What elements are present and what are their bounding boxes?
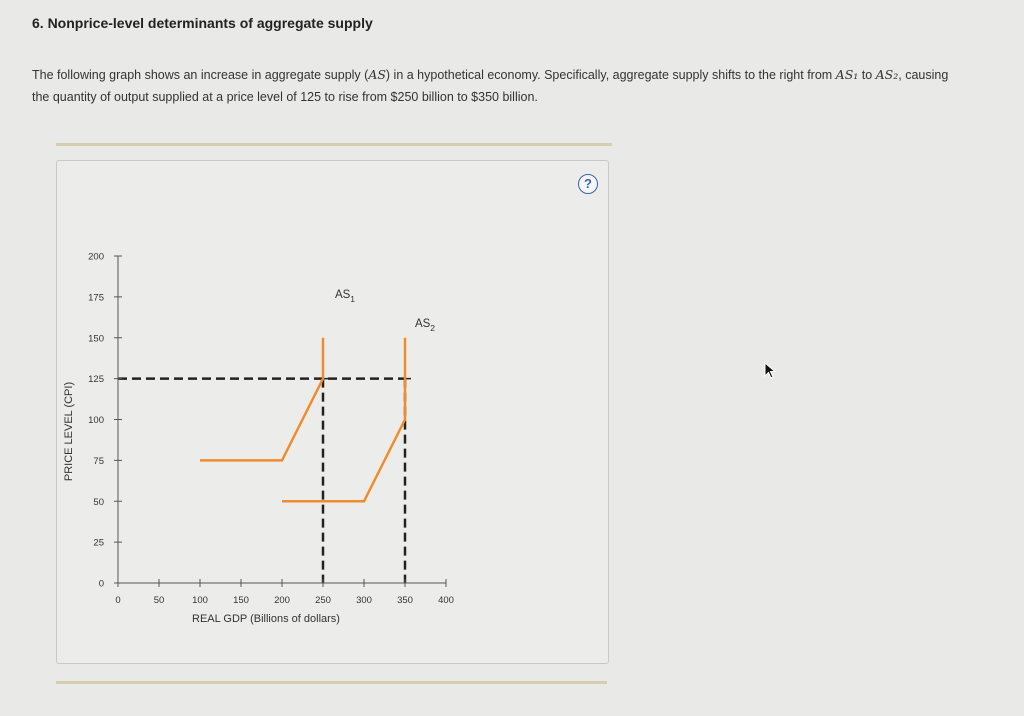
- axis-labels: [63, 382, 340, 625]
- y-tick-label: 175: [88, 292, 104, 304]
- intro-as2: AS₂: [875, 67, 899, 82]
- x-tick-label: 50: [153, 595, 165, 606]
- x-tick-label: 400: [438, 595, 454, 606]
- y-tick-label: 75: [93, 455, 104, 467]
- y-tick-label: 50: [93, 496, 104, 508]
- y-tick-label: 100: [88, 415, 104, 426]
- x-tick-label: 350: [397, 595, 413, 606]
- label-main: AS: [414, 317, 431, 330]
- dashed-guides: [118, 373, 411, 583]
- mouse-cursor-icon: [764, 362, 778, 380]
- label-subscript: 1: [350, 293, 356, 304]
- y-tick-label: 150: [88, 333, 104, 345]
- curve-as2: [282, 338, 405, 502]
- intro-text-3: , causing the quantity of output supplied at a price level of 125 to rise from $250 billion to $350 billion.: [32, 68, 949, 104]
- x-tick-label: 250: [315, 595, 331, 606]
- y-tick-label: 25: [93, 537, 104, 549]
- intro-as1: AS₁: [835, 67, 859, 82]
- as-curves: [200, 338, 405, 502]
- label-subscript: 2: [430, 322, 436, 333]
- intro-text-2: ) in a hypothetical economy. Specifically, aggregate supply shifts to the right from: [385, 68, 836, 82]
- series-labels: [335, 289, 435, 333]
- x-axis-label: REAL GDP (Billions of dollars): [192, 613, 340, 625]
- x-tick-label: 200: [274, 595, 290, 606]
- label-as1: [335, 289, 355, 304]
- intro-as: AS: [368, 67, 386, 82]
- intro-text-1: The following graph shows an increase in aggregate supply (: [32, 68, 369, 82]
- x-tick-label: 0: [115, 595, 121, 606]
- curve-as1: [200, 338, 323, 461]
- bottom-divider: [56, 681, 607, 684]
- x-tick-label: 150: [233, 595, 249, 606]
- intro-to: to: [858, 68, 876, 82]
- y-tick-label: 200: [88, 251, 104, 263]
- x-tick-label: 100: [192, 595, 208, 606]
- help-icon[interactable]: ?: [578, 174, 598, 194]
- x-tick-label: 300: [356, 595, 372, 606]
- question-title: 6. Nonprice-level determinants of aggregate supply: [32, 15, 373, 31]
- y-tick-label: 0: [98, 578, 104, 590]
- y-axis-label: PRICE LEVEL (CPI): [63, 381, 75, 482]
- y-tick-label: 125: [88, 374, 104, 386]
- label-main: AS: [334, 288, 351, 301]
- label-as2: [415, 318, 435, 333]
- axes: [114, 256, 446, 587]
